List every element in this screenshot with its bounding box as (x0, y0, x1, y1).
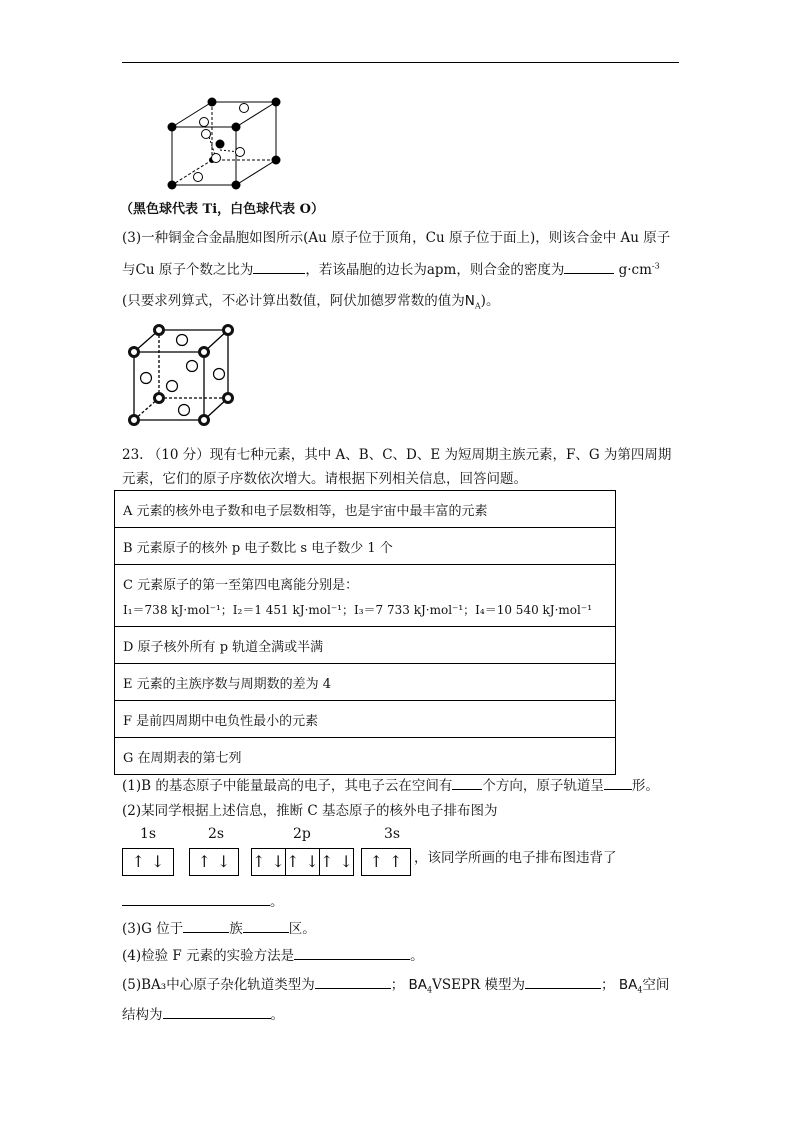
arrow-down-icon: ↓ (151, 852, 165, 871)
ion-formula-1: BA (408, 977, 428, 993)
arrow-up-icon: ↑ (369, 852, 383, 871)
table-row (115, 627, 616, 664)
element-info-table (114, 490, 616, 775)
orbital-cell (362, 849, 410, 875)
q22-part3-text-b: ，若该晶胞的边长为apm，则合金的密度为 (305, 262, 565, 278)
arrow-down-icon: ↓ (217, 852, 231, 871)
arrow-up-icon: ↑ (389, 852, 403, 871)
answer-blank-ratio[interactable] (253, 261, 305, 274)
avogadro-subscript: A (474, 301, 481, 311)
density-unit: g·cm (618, 262, 652, 278)
orbital-cell (286, 849, 320, 875)
row-c (115, 565, 616, 627)
ion-subscript: 4 (637, 985, 643, 995)
answer-blank-geometry[interactable] (163, 1006, 271, 1019)
table-row (115, 701, 616, 738)
row-b: B 元素原子的核外 p 电子数比 s 电子数少 1 个 (115, 528, 616, 565)
arrow-up-icon: ↑ (197, 852, 211, 871)
row-c-line2 (123, 601, 607, 618)
row-c-line1: C 元素原子的第一至第四电离能分别是： (123, 577, 359, 593)
ionization-i1: I₁＝738 kJ·mol⁻¹； (123, 602, 233, 617)
row-f: F 是前四周期中电负性最小的元素 (115, 701, 616, 738)
q5-sep-1: ； (390, 977, 405, 993)
arrow-up-icon: ↑ (286, 852, 300, 871)
answer-blank-block[interactable] (243, 920, 289, 933)
row-g: G 在周期表的第七列 (115, 738, 616, 775)
header-rule (122, 62, 679, 63)
table-row (115, 528, 616, 565)
label-1s: 1s (140, 826, 157, 842)
q22-part3-line3 (122, 289, 499, 311)
ionization-i2: I₂＝1 451 kJ·mol⁻¹； (232, 602, 354, 617)
answer-blank-method[interactable] (294, 947, 410, 960)
q23-question3 (122, 917, 316, 937)
answer-blank-shape[interactable] (604, 777, 632, 790)
ionization-i3: I₃＝7 733 kJ·mol⁻¹； (353, 602, 476, 617)
label-3s: 3s (384, 826, 401, 842)
crystal-cell-figure-ti-o (160, 92, 290, 192)
arrow-up-icon: ↑ (320, 852, 334, 871)
answer-blank-vsepr[interactable] (525, 976, 601, 989)
q5-text-c: 空间 (642, 977, 670, 993)
table-row (115, 664, 616, 701)
figure-caption: （黑色球代表 Ti，白色球代表 O） (120, 202, 324, 217)
q23-question2-tail: ，该同学所画的电子排布图违背了 (414, 850, 617, 866)
orbital-box-3s (361, 848, 411, 876)
q23-question5-line2 (122, 1003, 284, 1023)
orbital-cell (123, 849, 173, 875)
q5-line2-end: 。 (270, 1007, 284, 1023)
q3-text-a: (3)G 位于 (122, 921, 184, 937)
table-row (115, 491, 616, 528)
q4-text-b: 。 (410, 948, 424, 964)
q5-text-a: (5)BA₃中心原子杂化轨道类型为 (122, 977, 315, 993)
orbital-box-2s (189, 848, 239, 876)
q5-text-b: VSEPR 模型为 (432, 977, 526, 993)
orbital-box-1s (122, 848, 174, 876)
q22-part3-line1: (3)一种铜金合金晶胞如图所示(Au 原子位于顶角，Cu 原子位于面上)，则该合金中 Au 原子 (122, 230, 671, 246)
q23-question4 (122, 944, 424, 964)
row-a: A 元素的核外电子数和电子层数相等，也是宇宙中最丰富的元素 (115, 491, 616, 528)
orbital-cell (320, 849, 353, 875)
ion-subscript: 4 (427, 985, 433, 995)
q23-question1 (122, 774, 659, 794)
table-row (115, 738, 616, 775)
crystal-cell-figure-cu-au (124, 322, 244, 430)
q5-line2-text: 结构为 (122, 1007, 163, 1023)
q4-text-a: (4)检验 F 元素的实验方法是 (122, 948, 295, 964)
avogadro-symbol: N (464, 293, 475, 309)
q3-text-c: 区。 (288, 921, 316, 937)
answer-blank-density[interactable] (564, 261, 614, 274)
q3-text-b: 族 (229, 921, 243, 937)
q22-part3-text-a: 与Cu 原子个数之比为 (122, 262, 254, 278)
q2-end-mark: 。 (270, 894, 284, 910)
arrow-up-icon: ↑ (131, 852, 145, 871)
arrow-down-icon: ↓ (339, 852, 353, 871)
q23-question5-line1 (122, 973, 669, 995)
q23-intro-line1: 23. （10 分）现有七种元素，其中 A、B、C、D、E 为短周期主族元素，F、G 为第四周期 (122, 447, 672, 463)
arrow-up-icon: ↑ (252, 852, 266, 871)
density-unit-exponent: -3 (651, 261, 660, 271)
q5-sep-2: ； (601, 977, 615, 993)
row-e: E 元素的主族序数与周期数的差为 4 (115, 664, 616, 701)
answer-blank-hybridization[interactable] (315, 976, 391, 989)
q1-text-b: 个方向，原子轨道呈 (482, 778, 604, 794)
orbital-cell (190, 849, 238, 875)
orbital-box-2p (251, 848, 354, 876)
ionization-i4: I₄＝10 540 kJ·mol⁻¹ (475, 602, 593, 617)
arrow-down-icon: ↓ (305, 852, 319, 871)
ion-formula-2: BA (618, 977, 638, 993)
q23-question2-answer-line (122, 890, 284, 910)
q1-text-a: (1)B 的基态原子中能量最高的电子，其电子云在空间有 (122, 778, 453, 794)
label-2p: 2p (293, 826, 311, 842)
answer-blank-violated-principle[interactable] (122, 893, 270, 906)
q22-part3-line2 (122, 258, 660, 278)
answer-blank-directions[interactable] (452, 777, 482, 790)
answer-blank-group[interactable] (183, 920, 229, 933)
q22-part3-note: (只要求列算式，不必计算出数值，阿伏加德罗常数的值为 (122, 293, 465, 309)
q23-question2: (2)某同学根据上述信息，推断 C 基态原子的核外电子排布图为 (122, 803, 498, 819)
orbital-cell (252, 849, 286, 875)
q23-intro-line2: 元素，它们的原子序数依次增大。请根据下列相关信息，回答问题。 (122, 471, 527, 487)
arrow-down-icon: ↓ (271, 852, 285, 871)
q22-part3-note-end: )。 (480, 293, 500, 309)
q1-text-c: 形。 (631, 778, 659, 794)
row-d: D 原子核外所有 p 轨道全满或半满 (115, 627, 616, 664)
label-2s: 2s (208, 826, 225, 842)
table-row (115, 565, 616, 627)
